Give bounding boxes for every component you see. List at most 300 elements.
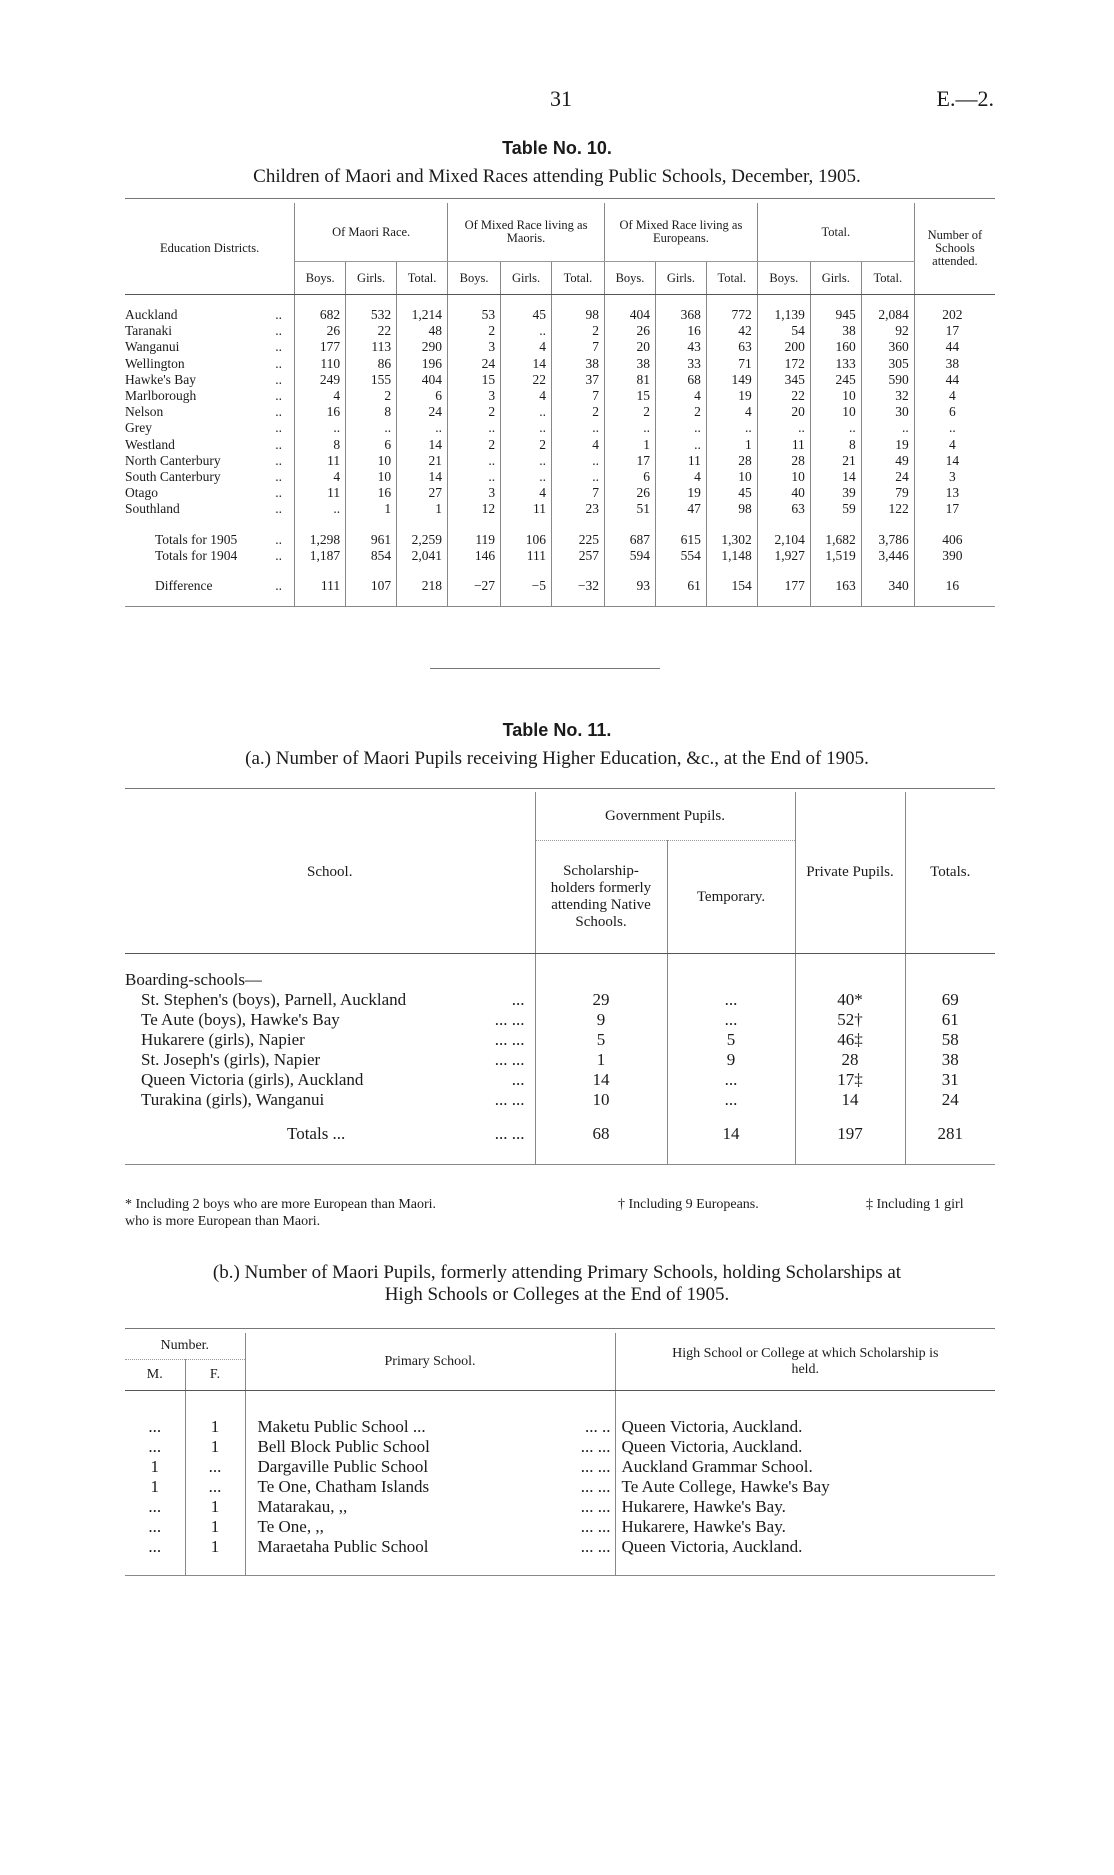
table-row <box>125 1090 995 1110</box>
leader-dots: .. <box>275 388 282 404</box>
cell-mixed-maori-total: 2 <box>551 323 604 339</box>
cell-maori-girls: 16 <box>346 485 397 501</box>
cell-mixed-maori-girls: 11 <box>501 501 552 517</box>
temporary: ... <box>667 1070 795 1090</box>
cell-mixed-euro-girls: 43 <box>655 339 706 355</box>
primary-school: Te One, ,, <box>245 1517 477 1537</box>
cell-mixed-euro-girls: .. <box>655 420 706 436</box>
count-m: ... <box>148 1497 162 1516</box>
table-row <box>125 501 995 517</box>
cell-mixed-euro-girls: 47 <box>655 501 706 517</box>
cell-total-total: 19 <box>861 437 914 453</box>
count-m: ... <box>148 1417 162 1436</box>
table11b <box>125 1333 995 1576</box>
header-maori-race: Of Maori Race. <box>295 203 448 262</box>
cell-schools-attended: 13 <box>914 485 995 501</box>
section-divider <box>430 668 660 669</box>
table-row <box>125 532 995 548</box>
district-name: Otago <box>125 485 158 501</box>
cell-schools-attended: 17 <box>914 323 995 339</box>
school-cell <box>125 990 535 1010</box>
school-cell <box>125 1010 535 1030</box>
cell-mixed-euro-total: 42 <box>706 323 757 339</box>
cell-schools-attended: 14 <box>914 453 995 469</box>
cell-total-total: 79 <box>861 485 914 501</box>
cell-total-total: 24 <box>861 469 914 485</box>
header-boys: Boys. <box>757 262 810 295</box>
cell-mixed-maori-boys: .. <box>448 420 501 436</box>
table-row <box>125 1030 995 1050</box>
cell-mixed-maori-boys: −27 <box>448 578 501 594</box>
header-education-districts: Education Districts. <box>125 203 295 295</box>
cell-maori-boys: 4 <box>295 388 346 404</box>
header-f: F. <box>185 1360 245 1391</box>
cell-total-boys: 40 <box>757 485 810 501</box>
leader-dots: ... ... <box>580 1537 611 1556</box>
cell-maori-girls: 8 <box>346 404 397 420</box>
cell-mixed-maori-girls: 111 <box>501 548 552 564</box>
district-name: Difference <box>155 578 213 594</box>
table-row <box>125 372 995 388</box>
cell-total-boys: 63 <box>757 501 810 517</box>
table11b-top-rule <box>125 1328 995 1329</box>
cell-total-total: 340 <box>861 578 914 594</box>
district-name: Nelson <box>125 404 164 420</box>
cell-total-girls: 1,519 <box>810 548 861 564</box>
temporary: 5 <box>667 1030 795 1050</box>
count-f: 1 <box>185 1497 245 1517</box>
header-mixed-as-europeans: Of Mixed Race living as Europeans. <box>605 203 758 262</box>
cell-schools-attended: 38 <box>914 356 995 372</box>
cell-total-girls: 39 <box>810 485 861 501</box>
district-name: Taranaki <box>125 323 173 339</box>
school-cell <box>125 1050 535 1070</box>
totals-total: 281 <box>905 1124 995 1144</box>
leader-dots: ... .. <box>585 1417 611 1436</box>
leader-dots: ... ... <box>580 1437 611 1456</box>
district-name: Totals for 1904 <box>155 547 238 563</box>
cell-total-total: .. <box>861 420 914 436</box>
cell-maori-boys: .. <box>295 501 346 517</box>
table-row <box>125 548 995 564</box>
leader-dots: ... <box>511 990 525 1009</box>
cell-maori-boys: 110 <box>295 356 346 372</box>
leader-dots: .. <box>275 578 282 594</box>
cell-mixed-euro-total: 772 <box>706 307 757 323</box>
cell-mixed-euro-total: 10 <box>706 469 757 485</box>
leader-dots: .. <box>275 469 282 485</box>
cell-mixed-euro-girls: 11 <box>655 453 706 469</box>
cell-total-boys: 1,139 <box>757 307 810 323</box>
cell-schools-attended: 4 <box>914 437 995 453</box>
leader-dots: .. <box>275 323 282 339</box>
high-school: Queen Victoria, Auckland. <box>615 1537 995 1557</box>
header-totals: Totals. <box>905 792 995 954</box>
cell-mixed-maori-boys: 119 <box>448 532 501 548</box>
table-row <box>125 404 995 420</box>
cell-total-girls: 163 <box>810 578 861 594</box>
cell-total-total: 3,786 <box>861 532 914 548</box>
cell-mixed-euro-total: 71 <box>706 356 757 372</box>
cell-maori-total: 2,259 <box>397 532 448 548</box>
cell-mixed-maori-total: 23 <box>551 501 604 517</box>
cell-mixed-maori-total: 225 <box>551 532 604 548</box>
cell-maori-boys: .. <box>295 420 346 436</box>
school-name: Turakina (girls), Wanganui <box>141 1090 325 1109</box>
cell-schools-attended: 406 <box>914 532 995 548</box>
header-boys: Boys. <box>295 262 346 295</box>
cell-maori-total: 14 <box>397 469 448 485</box>
cell-mixed-maori-girls: 22 <box>501 372 552 388</box>
header-total-sub: Total. <box>861 262 914 295</box>
cell-maori-total: 24 <box>397 404 448 420</box>
district-name: Auckland <box>125 307 178 322</box>
table-row <box>125 1537 995 1557</box>
school-name: Hukarere (girls), Napier <box>141 1030 305 1049</box>
table-row <box>125 420 995 436</box>
cell-mixed-maori-total: .. <box>551 420 604 436</box>
table11b-subtitle-line1: (b.) Number of Maori Pupils, formerly attending Primary Schools, holding Scholarships at <box>212 1262 902 1283</box>
table11a <box>125 792 995 1165</box>
cell-maori-total: .. <box>397 420 448 436</box>
cell-maori-girls: 22 <box>346 323 397 339</box>
cell-maori-girls: 532 <box>346 307 397 323</box>
cell-mixed-maori-boys: 12 <box>448 501 501 517</box>
cell-total-boys: 172 <box>757 356 810 372</box>
cell-maori-girls: 10 <box>346 469 397 485</box>
cell-schools-attended: 44 <box>914 339 995 355</box>
table-row <box>125 307 995 323</box>
cell-maori-girls: 961 <box>346 532 397 548</box>
cell-total-girls: 10 <box>810 388 861 404</box>
cell-mixed-euro-total: .. <box>706 420 757 436</box>
count-f: 1 <box>185 1417 245 1437</box>
leader-dots: .. <box>275 547 282 563</box>
cell-total-boys: 10 <box>757 469 810 485</box>
cell-maori-total: 218 <box>397 578 448 594</box>
table11a-totals-row <box>125 1124 995 1144</box>
count-f: ... <box>185 1477 245 1497</box>
table-row <box>125 1050 995 1070</box>
row-total: 58 <box>905 1030 995 1050</box>
table10-title: Table No. 10. <box>502 138 612 158</box>
group-label-boarding-schools: Boarding-schools— <box>125 970 262 989</box>
count-f: 1 <box>185 1517 245 1537</box>
header-boys: Boys. <box>448 262 501 295</box>
leader-dots: .. <box>275 501 282 517</box>
cell-maori-total: 48 <box>397 323 448 339</box>
private-pupils: 14 <box>795 1090 905 1110</box>
cell-mixed-maori-boys: .. <box>448 453 501 469</box>
cell-mixed-maori-girls: .. <box>501 420 552 436</box>
leader-dots: .. <box>275 420 282 436</box>
cell-schools-attended: 4 <box>914 388 995 404</box>
cell-mixed-maori-boys: 146 <box>448 548 501 564</box>
header-school: School. <box>125 792 535 954</box>
table-row <box>125 469 995 485</box>
cell-mixed-maori-girls: 14 <box>501 356 552 372</box>
cell-total-girls: .. <box>810 420 861 436</box>
cell-maori-boys: 16 <box>295 404 346 420</box>
leader-dots: ... <box>511 1070 525 1089</box>
cell-total-total: 2,084 <box>861 307 914 323</box>
cell-mixed-euro-boys: 2 <box>605 404 656 420</box>
count-m: 1 <box>150 1477 159 1496</box>
header-girls: Girls. <box>810 262 861 295</box>
cell-mixed-maori-total: 7 <box>551 388 604 404</box>
cell-maori-girls: .. <box>346 420 397 436</box>
cell-mixed-euro-boys: 17 <box>605 453 656 469</box>
cell-maori-boys: 111 <box>295 578 346 594</box>
private-pupils: 52† <box>795 1010 905 1030</box>
leader-dots: ... ... <box>494 1090 525 1109</box>
table10-totals <box>125 532 995 564</box>
cell-mixed-euro-girls: .. <box>655 437 706 453</box>
cell-total-boys: 2,104 <box>757 532 810 548</box>
header-girls: Girls. <box>346 262 397 295</box>
table-row <box>125 990 995 1010</box>
scholarship-holders: 9 <box>535 1010 667 1030</box>
district-name: Grey <box>125 420 152 436</box>
cell-total-boys: 200 <box>757 339 810 355</box>
cell-maori-total: 14 <box>397 437 448 453</box>
primary-school: Maketu Public School ... <box>245 1417 477 1437</box>
table-row <box>125 1437 995 1457</box>
cell-mixed-euro-total: 149 <box>706 372 757 388</box>
header-total-sub: Total. <box>397 262 448 295</box>
school-cell <box>125 1090 535 1110</box>
cell-maori-boys: 11 <box>295 485 346 501</box>
district-name: Wellington <box>125 355 185 371</box>
table-row <box>125 1497 995 1517</box>
cell-maori-boys: 26 <box>295 323 346 339</box>
cell-mixed-maori-girls: 45 <box>501 307 552 323</box>
cell-mixed-euro-boys: 81 <box>605 372 656 388</box>
cell-total-girls: 8 <box>810 437 861 453</box>
district-name: Wanganui <box>125 339 180 355</box>
cell-mixed-euro-boys: 594 <box>605 548 656 564</box>
table10 <box>125 203 995 607</box>
cell-maori-girls: 86 <box>346 356 397 372</box>
leader-dots: ... ... <box>494 1050 525 1069</box>
table-row <box>125 388 995 404</box>
cell-schools-attended: 3 <box>914 469 995 485</box>
cell-mixed-maori-girls: −5 <box>501 578 552 594</box>
header-private-pupils: Private Pupils. <box>795 792 905 954</box>
cell-maori-girls: 155 <box>346 372 397 388</box>
cell-mixed-euro-boys: 15 <box>605 388 656 404</box>
cell-mixed-euro-girls: 19 <box>655 485 706 501</box>
cell-total-boys: 177 <box>757 578 810 594</box>
scholarship-holders: 29 <box>535 990 667 1010</box>
cell-maori-total: 27 <box>397 485 448 501</box>
district-name: South Canterbury <box>125 469 221 485</box>
cell-mixed-euro-boys: 26 <box>605 323 656 339</box>
cell-mixed-maori-boys: 3 <box>448 388 501 404</box>
scholarship-holders: 14 <box>535 1070 667 1090</box>
table-row <box>125 1457 995 1477</box>
count-m: ... <box>148 1537 162 1556</box>
cell-total-total: 122 <box>861 501 914 517</box>
cell-maori-girls: 1 <box>346 501 397 517</box>
cell-mixed-euro-boys: 1 <box>605 437 656 453</box>
header-total: Total. <box>757 203 914 262</box>
cell-total-girls: 245 <box>810 372 861 388</box>
cell-mixed-euro-total: 1,302 <box>706 532 757 548</box>
header-total-sub: Total. <box>706 262 757 295</box>
leader-dots: .. <box>275 371 282 387</box>
leader-dots: .. <box>275 452 282 468</box>
table-row <box>125 1010 995 1030</box>
header-mixed-as-maoris: Of Mixed Race living as Maoris. <box>448 203 605 262</box>
count-m: ... <box>148 1517 162 1536</box>
cell-mixed-maori-total: −32 <box>551 578 604 594</box>
leader-dots: .. <box>275 531 282 547</box>
cell-total-total: 49 <box>861 453 914 469</box>
cell-total-girls: 160 <box>810 339 861 355</box>
cell-mixed-maori-girls: 4 <box>501 485 552 501</box>
cell-mixed-euro-boys: 6 <box>605 469 656 485</box>
cell-total-girls: 21 <box>810 453 861 469</box>
header-scholarship-holders: Scholarship-holders formerly attending Native Schools. <box>535 841 667 954</box>
leader-dots: ... ... <box>580 1457 611 1476</box>
cell-mixed-maori-boys: 2 <box>448 323 501 339</box>
cell-mixed-maori-total: 7 <box>551 339 604 355</box>
cell-maori-boys: 8 <box>295 437 346 453</box>
cell-mixed-euro-boys: 51 <box>605 501 656 517</box>
cell-mixed-maori-total: 98 <box>551 307 604 323</box>
count-m: ... <box>148 1437 162 1456</box>
cell-total-boys: 22 <box>757 388 810 404</box>
school-cell <box>125 1070 535 1090</box>
totals-label: Totals ... <box>287 1124 346 1143</box>
high-school: Hukarere, Hawke's Bay. <box>615 1517 995 1537</box>
header-girls: Girls. <box>655 262 706 295</box>
cell-total-boys: 345 <box>757 372 810 388</box>
district-name: Totals for 1905 <box>155 531 238 547</box>
cell-mixed-euro-total: 28 <box>706 453 757 469</box>
cell-total-girls: 10 <box>810 404 861 420</box>
cell-total-total: 590 <box>861 372 914 388</box>
school-name: St. Joseph's (girls), Napier <box>141 1050 321 1069</box>
primary-school: Bell Block Public School <box>245 1437 477 1457</box>
row-total: 69 <box>905 990 995 1010</box>
cell-maori-boys: 4 <box>295 469 346 485</box>
totals-private: 197 <box>795 1124 905 1144</box>
cell-total-boys: 28 <box>757 453 810 469</box>
school-name: Te Aute (boys), Hawke's Bay <box>141 1010 340 1029</box>
cell-maori-total: 1 <box>397 501 448 517</box>
temporary: 9 <box>667 1050 795 1070</box>
cell-mixed-euro-total: 63 <box>706 339 757 355</box>
header-total-sub: Total. <box>551 262 604 295</box>
header-girls: Girls. <box>501 262 552 295</box>
cell-maori-total: 196 <box>397 356 448 372</box>
primary-school: Dargaville Public School <box>245 1457 477 1477</box>
cell-maori-total: 2,041 <box>397 548 448 564</box>
header-high-school: High School or College at which Scholarship is held. <box>615 1333 995 1391</box>
cell-maori-boys: 177 <box>295 339 346 355</box>
cell-mixed-euro-boys: 20 <box>605 339 656 355</box>
district-name: Southland <box>125 501 180 517</box>
leader-dots: ... ... <box>494 1030 525 1049</box>
cell-maori-boys: 682 <box>295 307 346 323</box>
cell-total-total: 30 <box>861 404 914 420</box>
table11a-body <box>125 990 995 1110</box>
cell-mixed-euro-girls: 4 <box>655 388 706 404</box>
cell-maori-boys: 11 <box>295 453 346 469</box>
cell-total-boys: 1,927 <box>757 548 810 564</box>
leader-dots: .. <box>275 485 282 501</box>
row-total: 31 <box>905 1070 995 1090</box>
primary-school: Maraetaha Public School <box>245 1537 477 1557</box>
cell-mixed-maori-girls: 2 <box>501 437 552 453</box>
cell-maori-girls: 113 <box>346 339 397 355</box>
totals-leader: ... ... <box>494 1124 525 1143</box>
cell-mixed-euro-girls: 554 <box>655 548 706 564</box>
leader-dots: .. <box>275 339 282 355</box>
page-reference: E.—2. <box>936 86 994 111</box>
high-school: Auckland Grammar School. <box>615 1457 995 1477</box>
header-boys: Boys. <box>605 262 656 295</box>
leader-dots: ... ... <box>580 1517 611 1536</box>
cell-maori-boys: 249 <box>295 372 346 388</box>
cell-total-girls: 14 <box>810 469 861 485</box>
cell-schools-attended: 202 <box>914 307 995 323</box>
header-temporary: Temporary. <box>667 841 795 954</box>
primary-school: Matarakau, ,, <box>245 1497 477 1517</box>
cell-mixed-maori-girls: .. <box>501 404 552 420</box>
district-name: North Canterbury <box>125 452 221 468</box>
cell-mixed-maori-boys: 24 <box>448 356 501 372</box>
cell-mixed-maori-total: 38 <box>551 356 604 372</box>
cell-maori-total: 21 <box>397 453 448 469</box>
leader-dots: .. <box>275 404 282 420</box>
cell-mixed-maori-boys: 53 <box>448 307 501 323</box>
cell-mixed-maori-total: 257 <box>551 548 604 564</box>
cell-total-boys: 11 <box>757 437 810 453</box>
cell-mixed-euro-boys: 687 <box>605 532 656 548</box>
row-total: 61 <box>905 1010 995 1030</box>
cell-mixed-euro-girls: 61 <box>655 578 706 594</box>
cell-mixed-euro-total: 45 <box>706 485 757 501</box>
count-f: ... <box>185 1457 245 1477</box>
private-pupils: 28 <box>795 1050 905 1070</box>
cell-total-total: 32 <box>861 388 914 404</box>
cell-mixed-euro-total: 154 <box>706 578 757 594</box>
private-pupils: 17‡ <box>795 1070 905 1090</box>
cell-mixed-maori-total: .. <box>551 453 604 469</box>
cell-mixed-maori-total: 7 <box>551 485 604 501</box>
cell-total-boys: .. <box>757 420 810 436</box>
cell-schools-attended: .. <box>914 420 995 436</box>
table-row <box>125 1517 995 1537</box>
private-pupils: 40* <box>795 990 905 1010</box>
table10-difference <box>125 578 995 594</box>
cell-mixed-maori-girls: .. <box>501 453 552 469</box>
cell-total-total: 305 <box>861 356 914 372</box>
table-row <box>125 1477 995 1497</box>
cell-mixed-euro-total: 19 <box>706 388 757 404</box>
table-row <box>125 356 995 372</box>
cell-mixed-maori-boys: 15 <box>448 372 501 388</box>
table-row <box>125 339 995 355</box>
table-row <box>125 1070 995 1090</box>
cell-schools-attended: 6 <box>914 404 995 420</box>
district-name: Marlborough <box>125 388 197 404</box>
cell-mixed-maori-girls: 4 <box>501 339 552 355</box>
table-row <box>125 1417 995 1437</box>
